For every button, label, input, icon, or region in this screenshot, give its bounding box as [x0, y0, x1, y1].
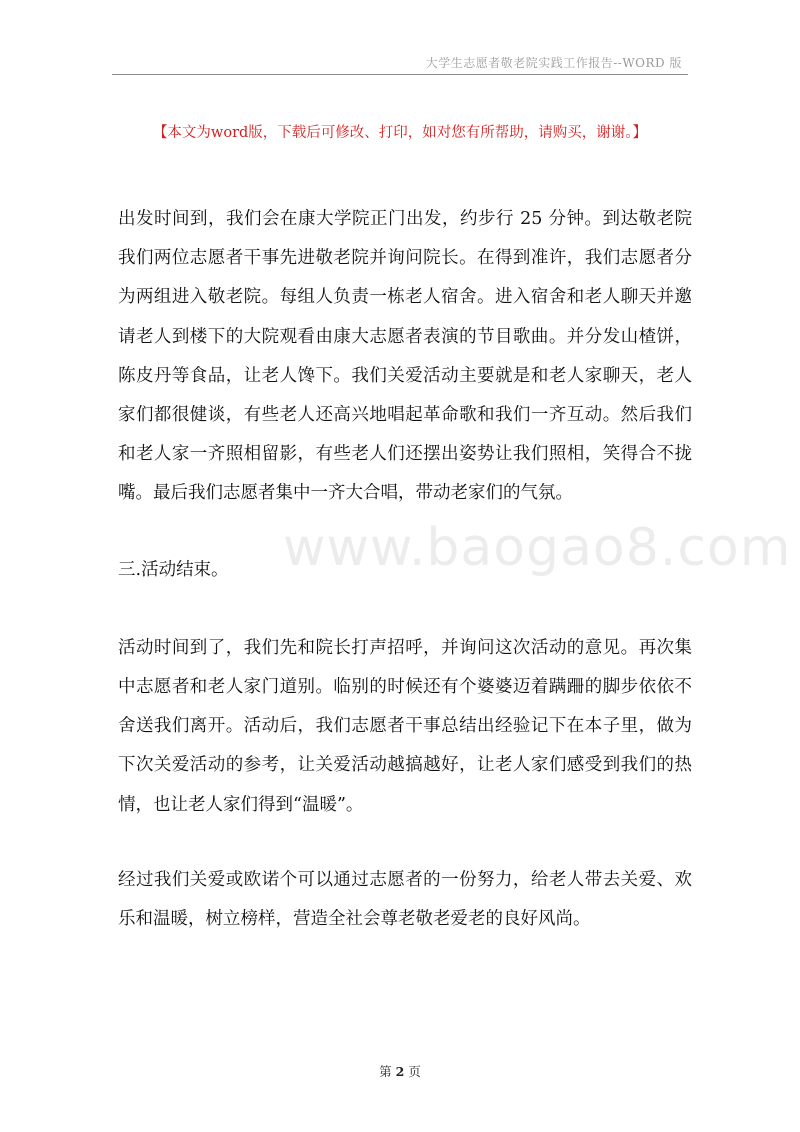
document-body: [118, 200, 692, 939]
paragraph-conclusion: 经过我们关爱或欧诺个可以通过志愿者的一份努力，给老人带去关爱、欢乐和温暖，树立榜样，营造全社会尊老敬老爱老的良好风尚。: [118, 869, 692, 930]
running-header-title: 大学生志愿者敬老院实践工作报告--WORD 版: [425, 56, 682, 70]
page-suffix: 页: [408, 1064, 421, 1079]
purchase-notice: 【本文为word版，下载后可修改、打印，如对您有所帮助，请购买，谢谢。】: [152, 125, 648, 141]
header-divider: [112, 74, 688, 75]
watermark: www.baogao8.com: [283, 518, 792, 578]
page-prefix: 第: [379, 1064, 392, 1079]
section-heading-activity-end: 三.活动结束。: [118, 559, 229, 580]
paragraph-departure: 出发时间到，我们会在康大学院正门出发，约步行 25 分钟。到达敬老院我们两位志愿者干事先进敬老院并询问院长。在得到准许，我们志愿者分为两组进入敬老院。每组人负责一栋老人宿舍。进入宿舍和老人聊天并邀请老人到楼下的大院观看由康大志愿者表演的节目歌曲。并分发山楂饼，陈皮丹等食品，让老人馋下。我们关爱活动主要就是和老人家聊天，老人家们都很健谈，有些老人还高兴地唱起革命歌和我们一齐互动。然后我们和老人家一齐照相留影，有些老人们还摆出姿势让我们照相，笑得合不拢嘴。最后我们志愿者集中一齐大合唱，带动老家们的气氛。: [118, 209, 692, 504]
paragraph-farewell: 活动时间到了，我们先和院长打声招呼，并询问这次活动的意见。再次集中志愿者和老人家门道别。临别的时候还有个婆婆迈着蹒跚的脚步依依不舍送我们离开。活动后，我们志愿者干事总结出经验记下在本子里，做为下次关爱活动的参考，让关爱活动越搞越好，让老人家们感受到我们的热情，也让老人家们得到“温暖”。: [118, 637, 692, 815]
page-number-footer: [0, 1062, 800, 1080]
page-number: 2: [395, 1064, 405, 1079]
